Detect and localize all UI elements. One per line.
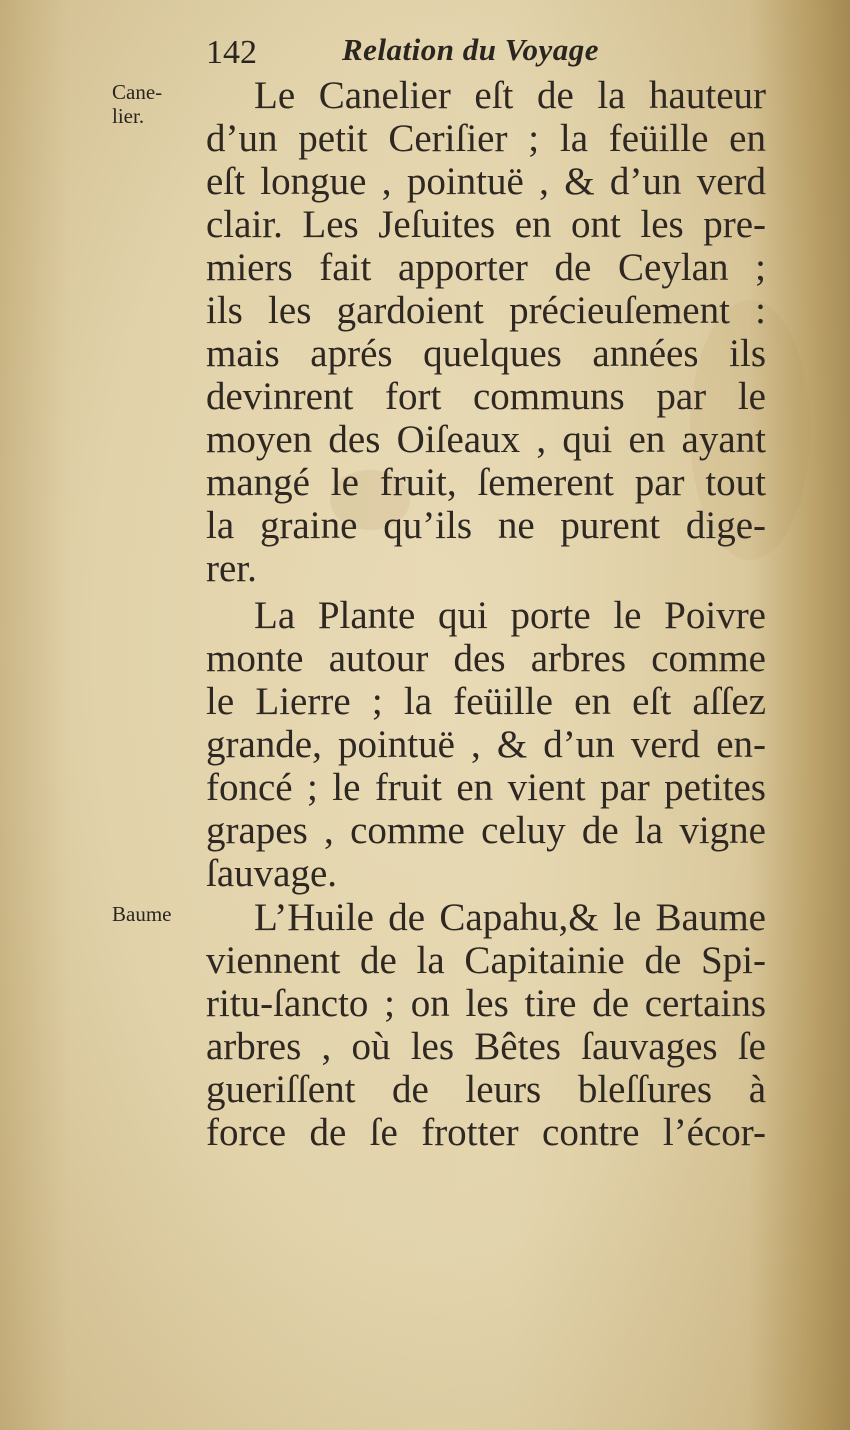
running-head: Relation du Voyage xyxy=(342,32,600,67)
text-line: foncé ; le fruit en vient par petites xyxy=(206,766,766,809)
page-number: 142 xyxy=(206,34,257,71)
text-line: rer. xyxy=(206,547,257,590)
text-line: moyen des Oiſeaux , qui en ayant xyxy=(206,418,766,461)
text-line: le Lierre ; la feüille en eſt aſſez xyxy=(206,680,766,723)
margin-note-line: lier. xyxy=(112,104,145,128)
text-line: d’un petit Ceriſier ; la feüille en xyxy=(206,117,766,160)
text-line: mangé le fruit, ſemerent par tout xyxy=(206,461,766,504)
text-line: miers fait apporter de Ceylan ; xyxy=(206,246,766,289)
text-line: ritu-ſancto ; on les tire de certains xyxy=(206,982,766,1025)
text-line: grapes , comme celuy de la vigne xyxy=(206,809,766,852)
text-line: grande, pointuë , & d’un verd en- xyxy=(206,723,766,766)
text-line: Le Canelier eſt de la hauteur xyxy=(254,74,766,117)
text-line: La Plante qui porte le Poivre xyxy=(254,594,766,637)
margin-note-line: Cane- xyxy=(112,80,163,104)
text-line: devinrent fort communs par le xyxy=(206,375,766,418)
text-line: mais aprés quelques années ils xyxy=(206,332,766,375)
text-line: la graine qu’ils ne purent dige- xyxy=(206,504,766,547)
text-line: eſt longue , pointuë , & d’un verd xyxy=(206,160,766,203)
text-line: viennent de la Capitainie de Spi- xyxy=(206,939,766,982)
text-line: ſauvage. xyxy=(206,852,338,895)
text-line: L’Huile de Capahu,& le Baume xyxy=(254,896,766,939)
text-line: monte autour des arbres comme xyxy=(206,637,766,680)
margin-note-baume xyxy=(112,902,171,926)
page-header xyxy=(206,30,766,74)
margin-note-line: Baume xyxy=(112,902,172,926)
margin-note-canelier xyxy=(112,80,162,128)
text-line: arbres , où les Bêtes ſauvages ſe xyxy=(206,1025,766,1068)
text-line: gueriſſent de leurs bleſſures à xyxy=(206,1068,766,1111)
text-line: ils les gardoient précieuſement : xyxy=(206,289,766,332)
text-line: force de ſe frotter contre l’écor- xyxy=(206,1111,766,1154)
text-line: clair. Les Jeſuites en ont les pre- xyxy=(206,203,766,246)
